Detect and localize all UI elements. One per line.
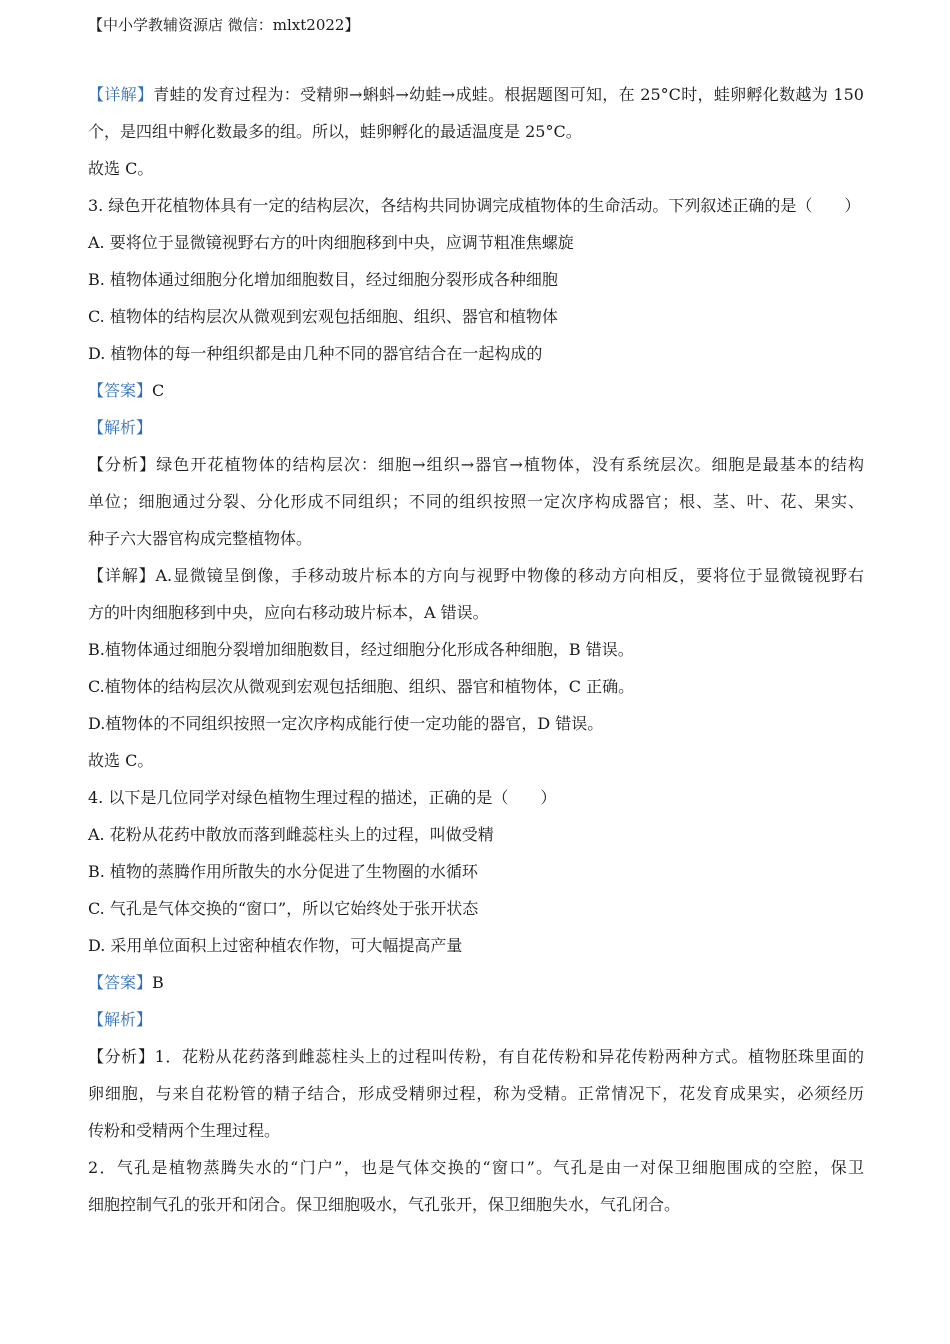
analysis-line: 【分析】1．花粉从花药落到雌蕊柱头上的过程叫传粉，有自花传粉和异花传粉两种方式。植物胚珠里面的 [88,1047,864,1066]
detail-line: 【详解】青蛙的发育过程为：受精卵→蝌蚪→幼蛙→成蛙。根据题图可知，在 25°C时，蛙卵孵化数越为 150 [88,85,864,104]
answer-line [88,372,864,409]
section-tag: 【详解】 [88,85,154,104]
text-line: 方的叶肉细胞移到中央，应向右移动玻片标本，A 错误。 [88,603,489,622]
conclusion-line: 故选 C。 [88,751,154,770]
analysis-heading [88,1001,864,1038]
text-line: 细胞控制气孔的张开和闭合。保卫细胞吸水，气孔张开，保卫细胞失水，气孔闭合。 [88,1195,681,1214]
question-4-option-a: A. 花粉从花药中散放而落到雌蕊柱头上的过程，叫做受精 [88,825,494,844]
analysis-heading [88,409,864,446]
section-tag: 【详解】 [88,566,156,585]
answer-value: C [152,381,165,400]
section-tag: 【分析】 [88,455,157,474]
question-4-stem: 4. 以下是几位同学对绿色植物生理过程的描述，正确的是（ ） [88,788,557,807]
conclusion-line: 故选 C。 [88,159,154,178]
analysis-line: 【分析】绿色开花植物体的结构层次：细胞→组织→器官→植物体，没有系统层次。细胞是最基本的结构 [88,455,864,474]
question-4-option-d: D. 采用单位面积上过密种植农作物，可大幅提高产量 [88,936,463,955]
section-tag: 【分析】 [88,1047,155,1066]
page-header: 【中小学教辅资源店 微信：mlxt2022】 [88,16,360,34]
analysis-tag: 【解析】 [88,418,153,437]
question-4-option-c: C. 气孔是气体交换的“窗口”，所以它始终处于张开状态 [88,899,479,918]
question-3-option-d: D. 植物体的每一种组织都是由几种不同的器官结合在一起构成的 [88,344,543,363]
answer-tag: 【答案】 [88,973,153,992]
text-line: B.植物体通过细胞分裂增加细胞数目，经过细胞分化形成各种细胞，B 错误。 [88,640,634,659]
question-3-option-b: B. 植物体通过细胞分化增加细胞数目，经过细胞分裂形成各种细胞 [88,270,558,289]
question-3-option-c: C. 植物体的结构层次从微观到宏观包括细胞、组织、器官和植物体 [88,307,558,326]
text-line: 种子六大器官构成完整植物体。 [88,529,313,548]
detail-line: 【详解】A.显微镜呈倒像，手移动玻片标本的方向与视野中物像的移动方向相反，要将位于显微镜视野右 [88,566,864,585]
answer-value: B [152,973,164,992]
question-3-stem: 3. 绿色开花植物体具有一定的结构层次，各结构共同协调完成植物体的生命活动。下列叙述正确的是（ ） [88,196,861,215]
answer-line [88,964,864,1001]
text-line: 个，是四组中孵化数最多的组。所以，蛙卵孵化的最适温度是 25°C。 [88,122,582,141]
text-line: 传粉和受精两个生理过程。 [88,1121,281,1140]
text-line: 单位；细胞通过分裂、分化形成不同组织；不同的组织按照一定次序构成器官；根、茎、叶、花、果实、 [88,492,864,511]
question-3-option-a: A. 要将位于显微镜视野右方的叶肉细胞移到中央，应调节粗准焦螺旋 [88,233,574,252]
text-line: 2．气孔是植物蒸腾失水的“门户”，也是气体交换的“窗口”。气孔是由一对保卫细胞围成的空腔，保卫 [88,1158,864,1177]
document-body [88,76,864,1223]
answer-tag: 【答案】 [88,381,153,400]
text-line: C.植物体的结构层次从微观到宏观包括细胞、组织、器官和植物体，C 正确。 [88,677,635,696]
text-line: 卵细胞，与来自花粉管的精子结合，形成受精卵过程，称为受精。正常情况下，花发育成果实，必须经历 [88,1084,864,1103]
question-4-option-b: B. 植物的蒸腾作用所散失的水分促进了生物圈的水循环 [88,862,478,881]
analysis-tag: 【解析】 [88,1010,153,1029]
text-line: D.植物体的不同组织按照一定次序构成能行使一定功能的器官，D 错误。 [88,714,604,733]
